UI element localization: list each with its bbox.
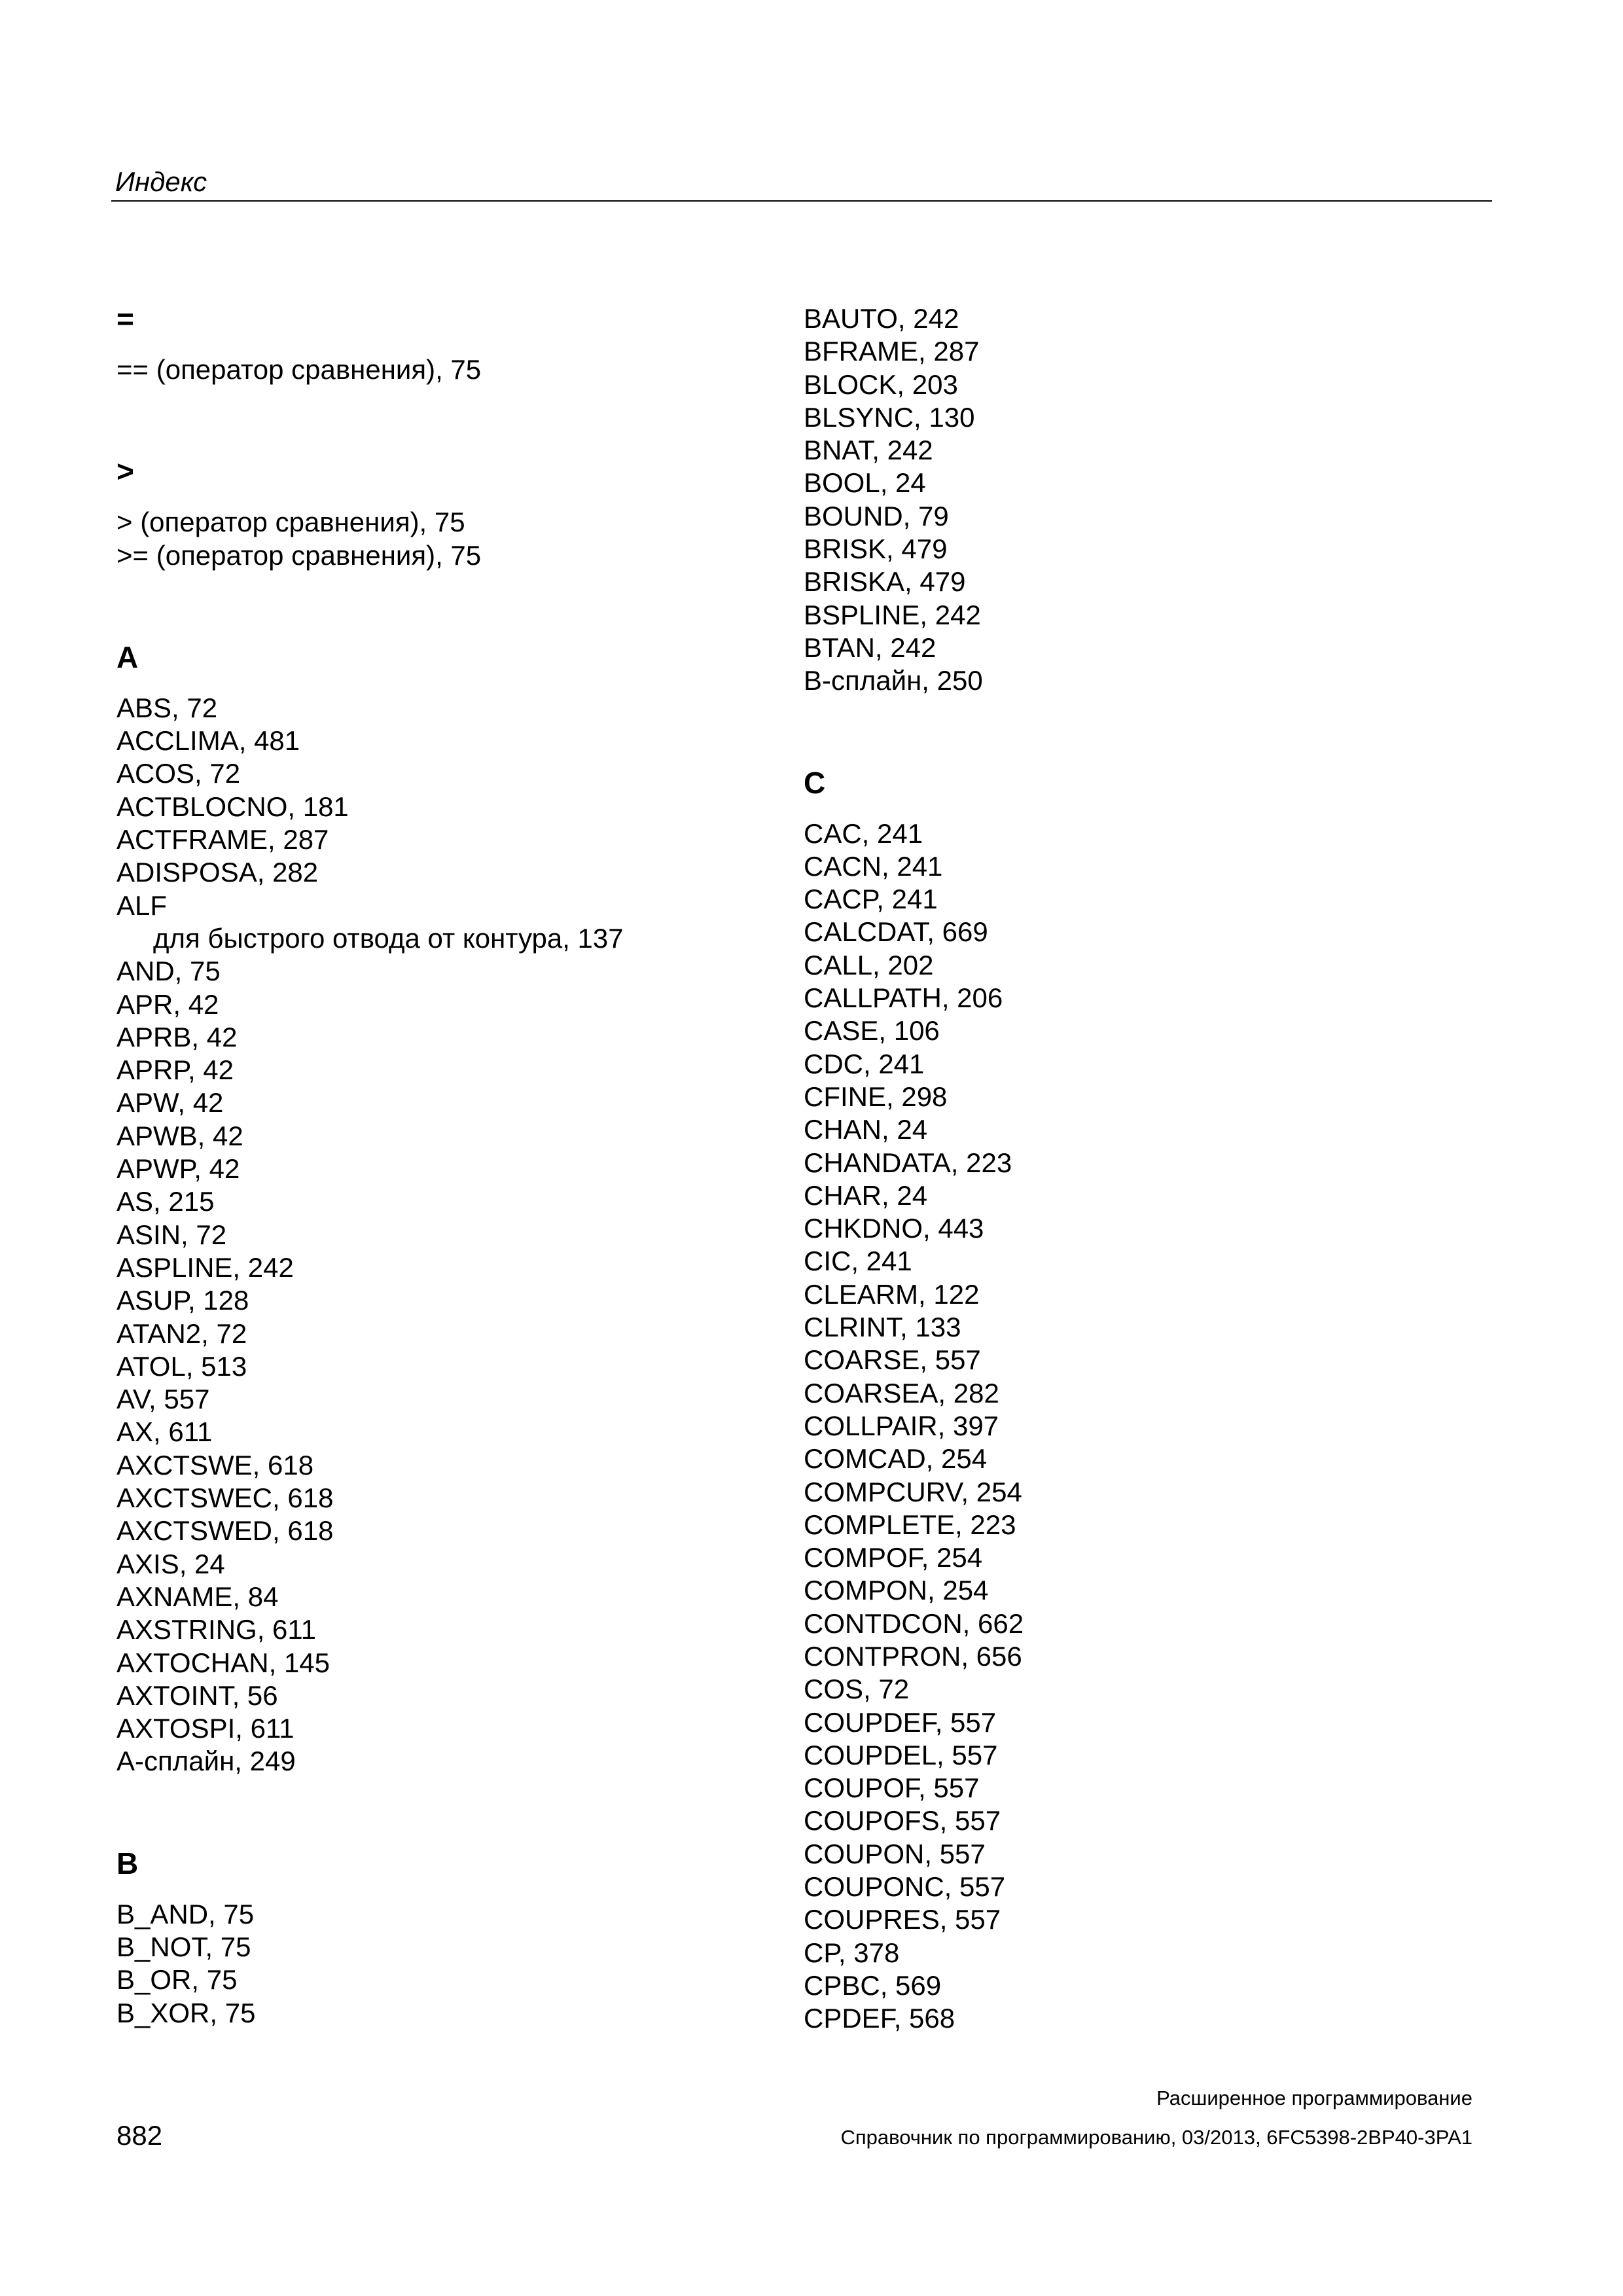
index-section bbox=[116, 302, 771, 386]
page-header-title: Индекс bbox=[115, 166, 207, 197]
index-entry: COMCAD, 254 bbox=[804, 1443, 988, 1475]
index-entry: B_OR, 75 bbox=[116, 1964, 238, 1996]
index-entry: AS, 215 bbox=[116, 1186, 215, 1217]
index-entry: ACTFRAME, 287 bbox=[116, 824, 329, 855]
index-entry: COUPOFS, 557 bbox=[804, 1805, 1001, 1837]
index-entry: COLLPAIR, 397 bbox=[804, 1410, 999, 1441]
index-entry: CALL, 202 bbox=[804, 949, 934, 980]
index-entry: COMPOF, 254 bbox=[804, 1542, 983, 1573]
index-entry: CAC, 241 bbox=[804, 817, 923, 849]
index-entry: ACOS, 72 bbox=[116, 758, 241, 789]
index-letter-heading: C bbox=[804, 765, 826, 800]
index-entry: CONTPRON, 656 bbox=[804, 1640, 1022, 1672]
header-divider bbox=[111, 200, 1492, 202]
index-entry: CIC, 241 bbox=[804, 1246, 912, 1277]
index-entry: APRP, 42 bbox=[116, 1054, 234, 1086]
index-entry: COARSEA, 282 bbox=[804, 1377, 999, 1408]
index-entry: ACCLIMA, 481 bbox=[116, 725, 300, 757]
index-entry: APWB, 42 bbox=[116, 1120, 243, 1151]
page-number: 882 bbox=[116, 2120, 163, 2151]
index-letter-heading: A bbox=[116, 639, 139, 674]
index-entry: AXTOSPI, 611 bbox=[116, 1713, 294, 1744]
index-entry: AXCTSWE, 618 bbox=[116, 1449, 314, 1480]
right-index-column bbox=[804, 302, 1458, 2036]
index-entry: == (оператор сравнения), 75 bbox=[116, 354, 482, 385]
index-entry: ABS, 72 bbox=[116, 692, 218, 723]
index-entry: А-сплайн, 249 bbox=[116, 1746, 296, 1777]
footer-manual-title: Расширенное программирование bbox=[1156, 2087, 1472, 2109]
index-entry: BFRAME, 287 bbox=[804, 336, 980, 367]
index-entry: B_AND, 75 bbox=[116, 1898, 255, 1929]
section-spacer bbox=[116, 572, 771, 641]
index-entry: COMPON, 254 bbox=[804, 1575, 989, 1606]
index-entry: CACN, 241 bbox=[804, 850, 943, 882]
index-entry: COUPOF, 557 bbox=[804, 1772, 980, 1804]
index-entry: ALF bbox=[116, 889, 168, 921]
section-spacer bbox=[804, 698, 1458, 766]
index-entry: AXIS, 24 bbox=[116, 1548, 225, 1579]
index-entry: BSPLINE, 242 bbox=[804, 599, 981, 630]
index-entry: B_NOT, 75 bbox=[116, 1931, 251, 1962]
index-entry: COMPCURV, 254 bbox=[804, 1476, 1022, 1507]
index-entry: ATAN2, 72 bbox=[116, 1318, 247, 1349]
index-entry: AXCTSWEC, 618 bbox=[116, 1482, 334, 1514]
index-entry: APWP, 42 bbox=[116, 1153, 240, 1185]
index-entry: CALCDAT, 669 bbox=[804, 916, 988, 948]
index-entry: CP, 378 bbox=[804, 1937, 900, 1968]
index-entry: AV, 557 bbox=[116, 1384, 210, 1415]
index-entry: COUPONC, 557 bbox=[804, 1871, 1006, 1903]
index-letter-heading: > bbox=[116, 454, 134, 489]
index-entry: AXTOINT, 56 bbox=[116, 1679, 278, 1711]
footer-reference: Справочник по программированию, 03/2013, 6FC5398-2BP40-3PA1 bbox=[840, 2126, 1472, 2149]
index-entry: ASPLINE, 242 bbox=[116, 1251, 294, 1283]
index-entry: CHAN, 24 bbox=[804, 1114, 928, 1145]
index-entry: AXCTSWED, 618 bbox=[116, 1515, 334, 1547]
index-entry: > (оператор сравнения), 75 bbox=[116, 507, 465, 538]
index-letter-heading: B bbox=[116, 1846, 139, 1880]
index-entry: AXNAME, 84 bbox=[116, 1581, 279, 1612]
index-entry: APR, 42 bbox=[116, 988, 219, 1020]
index-letter-heading: = bbox=[116, 302, 134, 336]
index-entry: CACP, 241 bbox=[804, 884, 938, 915]
index-entry: ASIN, 72 bbox=[116, 1219, 227, 1250]
index-section bbox=[116, 1847, 771, 2030]
index-entry: CFINE, 298 bbox=[804, 1081, 948, 1112]
index-entry: BNAT, 242 bbox=[804, 435, 933, 466]
index-entry: CPDEF, 568 bbox=[804, 2003, 955, 2034]
index-entry: BLOCK, 203 bbox=[804, 368, 958, 400]
index-entry: BRISK, 479 bbox=[804, 533, 948, 565]
index-entry: CDC, 241 bbox=[804, 1048, 925, 1079]
index-entry: AND, 75 bbox=[116, 956, 221, 987]
index-entry: BLSYNC, 130 bbox=[804, 401, 975, 433]
index-entry: COUPON, 557 bbox=[804, 1838, 986, 1869]
index-entry: ACTBLOCNO, 181 bbox=[116, 791, 349, 822]
index-entry: BRISKA, 479 bbox=[804, 566, 966, 598]
index-entry: CHAR, 24 bbox=[804, 1179, 928, 1211]
index-entry: COARSE, 557 bbox=[804, 1344, 981, 1376]
index-entry: CHANDATA, 223 bbox=[804, 1147, 1012, 1178]
index-entry: CLEARM, 122 bbox=[804, 1278, 980, 1310]
index-entry: В-сплайн, 250 bbox=[804, 665, 983, 696]
index-entry: COUPRES, 557 bbox=[804, 1904, 1001, 1935]
index-entry: >= (оператор сравнения), 75 bbox=[116, 539, 482, 571]
index-entry: CPBC, 569 bbox=[804, 1969, 942, 2001]
index-entry: BOOL, 24 bbox=[804, 467, 926, 499]
index-entry: BOUND, 79 bbox=[804, 500, 949, 531]
index-section bbox=[804, 766, 1458, 2036]
index-entry: AXTOCHAN, 145 bbox=[116, 1647, 330, 1678]
index-entry: APW, 42 bbox=[116, 1087, 224, 1119]
index-entry: ATOL, 513 bbox=[116, 1350, 247, 1382]
index-entry: COMPLETE, 223 bbox=[804, 1509, 1016, 1540]
index-entry: AX, 611 bbox=[116, 1416, 213, 1448]
index-entry: ADISPOSA, 282 bbox=[116, 857, 319, 888]
index-entry: ASUP, 128 bbox=[116, 1285, 249, 1316]
index-section bbox=[116, 455, 771, 572]
index-section bbox=[804, 302, 1458, 698]
section-spacer bbox=[116, 386, 771, 455]
index-entry: CLRINT, 133 bbox=[804, 1312, 961, 1343]
index-entry: CASE, 106 bbox=[804, 1015, 940, 1047]
index-entry: AXSTRING, 611 bbox=[116, 1614, 316, 1645]
index-entry: COS, 72 bbox=[804, 1674, 910, 1705]
index-entry: B_XOR, 75 bbox=[116, 1997, 256, 2028]
index-entry: CALLPATH, 206 bbox=[804, 982, 1003, 1014]
index-section bbox=[116, 641, 771, 1778]
index-entry: CHKDNO, 443 bbox=[804, 1213, 984, 1244]
index-entry: COUPDEF, 557 bbox=[804, 1706, 997, 1738]
section-spacer bbox=[116, 1778, 771, 1847]
index-entry: CONTDCON, 662 bbox=[804, 1607, 1024, 1639]
index-entry: BTAN, 242 bbox=[804, 632, 936, 663]
index-entry: BAUTO, 242 bbox=[804, 303, 959, 334]
left-index-column bbox=[116, 302, 771, 2030]
index-entry: APRB, 42 bbox=[116, 1021, 238, 1052]
index-entry: COUPDEL, 557 bbox=[804, 1739, 998, 1770]
index-subentry: для быстрого отвода от контура, 137 bbox=[153, 922, 624, 954]
